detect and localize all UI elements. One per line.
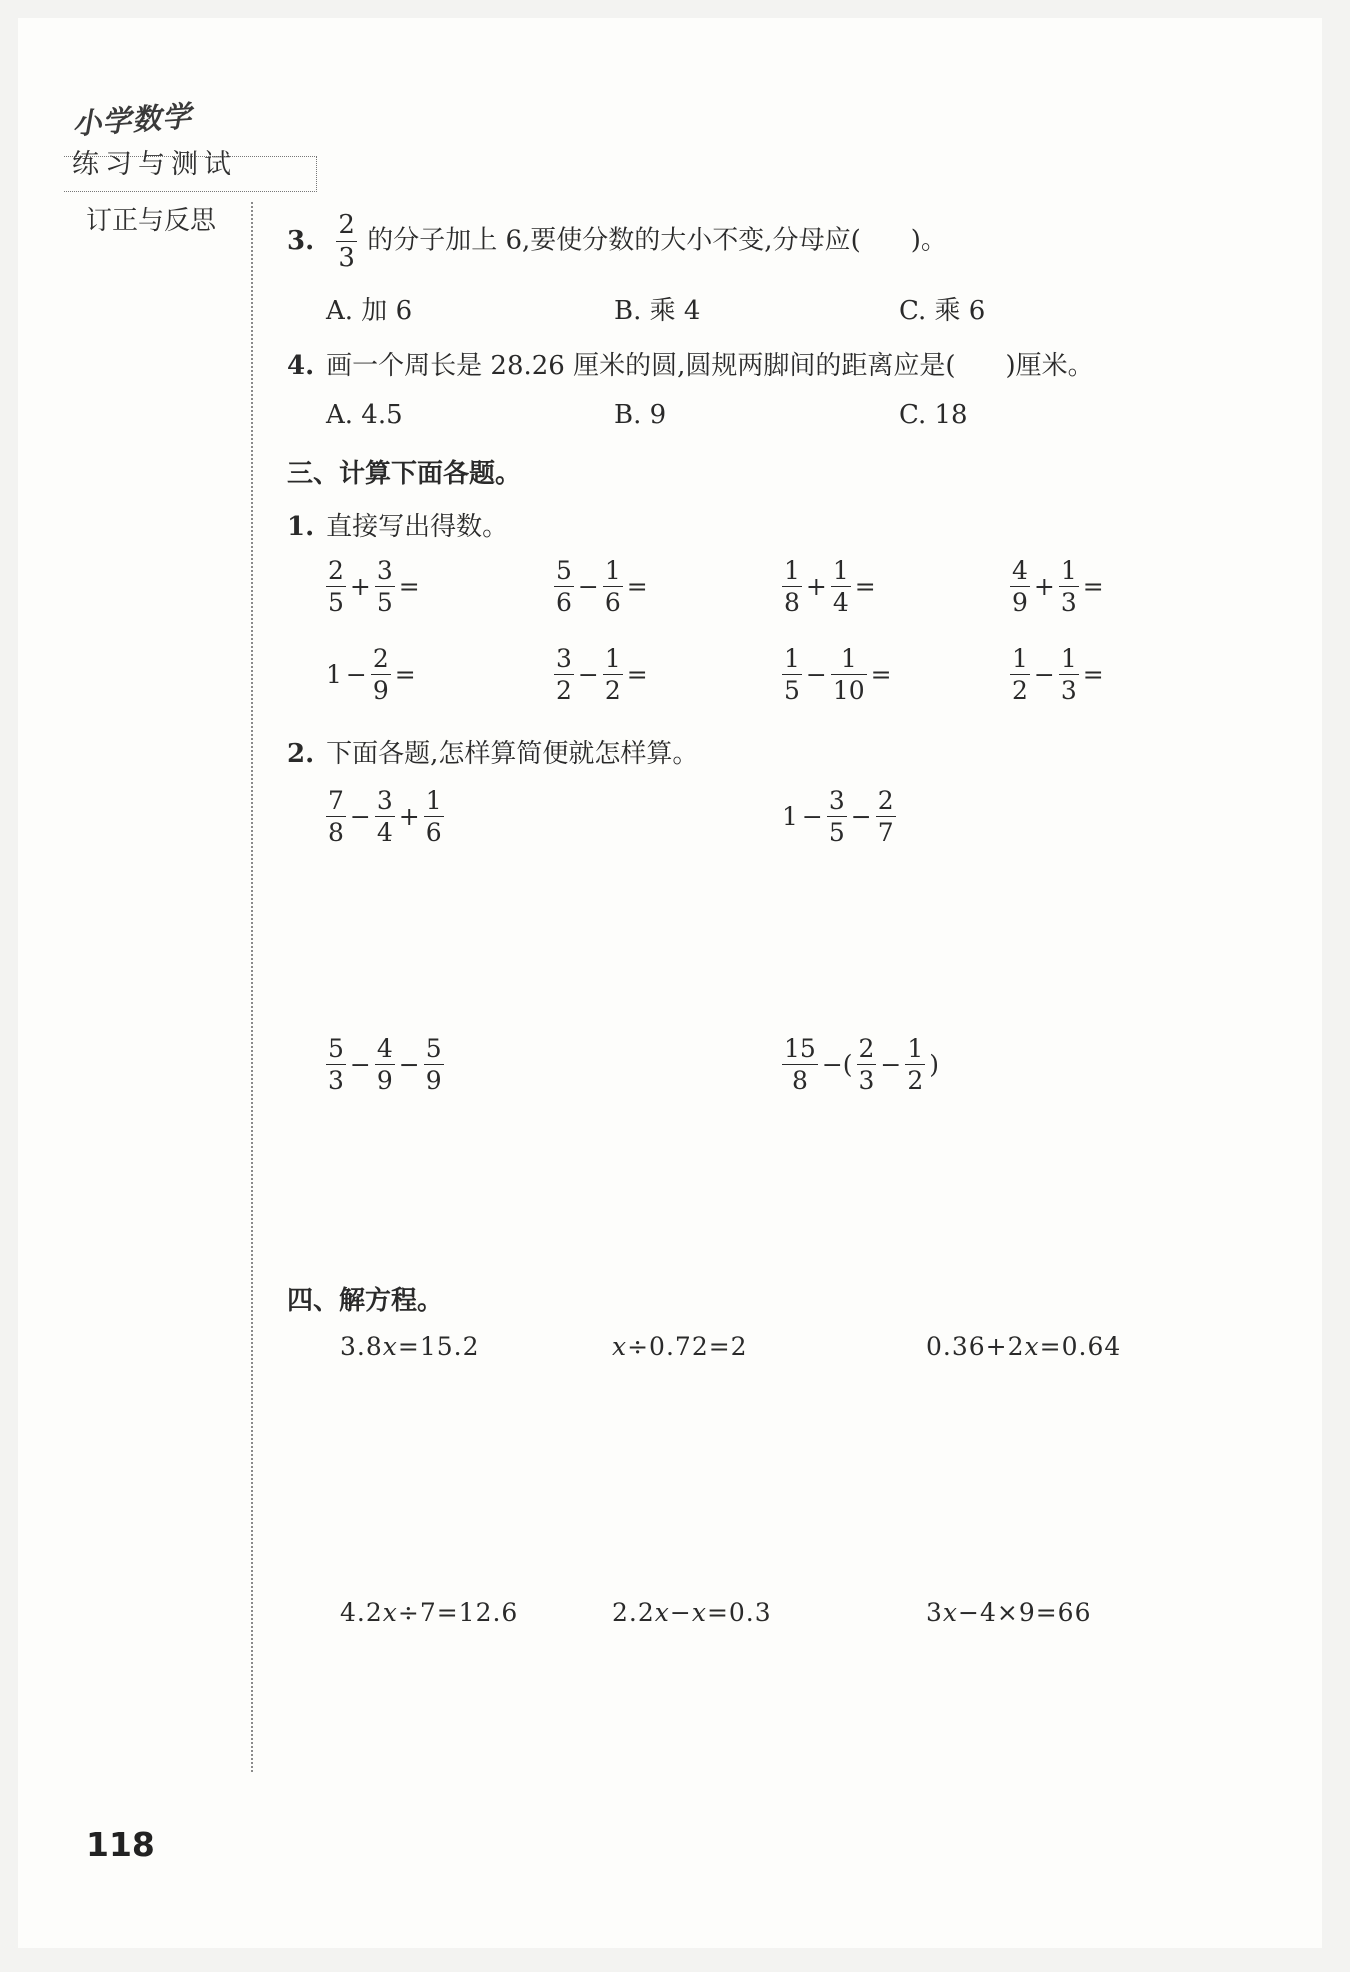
page-number: 118 <box>86 1825 155 1864</box>
question-text: 画一个周长是 28.26 厘米的圆,圆规两脚间的距离应是( <box>326 351 956 381</box>
question-text: 的分子加上 6,要使分数的大小不变,分母应( <box>367 225 861 256</box>
mental-calc-item: 1 − $\frac{2}{9}$ = <box>326 644 416 705</box>
question-number: 4. <box>287 351 315 381</box>
mental-calc-item: $\frac{1}{5}$ − $\frac{1}{10}$ = <box>784 644 892 705</box>
book-title: 练习与测试 <box>72 149 237 180</box>
equation: 3x−4×9=66 <box>926 1598 1092 1627</box>
option-b: B. 9 <box>614 400 667 430</box>
question-text: 直接写出得数。 <box>326 512 509 542</box>
question-number: 3. <box>287 225 315 256</box>
option-c: C. 18 <box>899 400 968 430</box>
question-4 <box>287 345 1094 382</box>
section-3-part-1 <box>287 506 508 543</box>
question-text-end: )。 <box>910 225 947 256</box>
series-title: 小学数学 <box>71 98 194 142</box>
question-number: 2. <box>287 739 315 769</box>
simplify-expression: $\frac{5}{3}$ − $\frac{4}{9}$ − $\frac{5}{9}$ <box>328 1034 442 1095</box>
question-text: 下面各题,怎样算简便就怎样算。 <box>326 739 699 769</box>
section-3-title: 三、计算下面各题。 <box>287 459 522 489</box>
mental-calc-item: $\frac{5}{6}$ − $\frac{1}{6}$ = <box>556 556 648 617</box>
simplify-expression: $\frac{15}{8}$ −( $\frac{2}{3}$ − $\frac{1}{2}$ ) <box>784 1034 940 1095</box>
equation: 3.8x=15.2 <box>340 1332 480 1361</box>
option-a: A. 4.5 <box>326 400 403 430</box>
question-text-end: )厘米。 <box>1005 351 1094 381</box>
equation: 4.2x÷7=12.6 <box>340 1598 519 1627</box>
mental-calc-item: $\frac{1}{8}$ + $\frac{1}{4}$ = <box>784 556 876 617</box>
option-c: C. 乘 6 <box>899 296 986 326</box>
fraction: $\frac{2}{3}$ <box>338 210 355 273</box>
question-3 <box>287 212 947 271</box>
option-b: B. 乘 4 <box>614 296 701 326</box>
mental-calc-item: $\frac{4}{9}$ + $\frac{1}{3}$ = <box>1012 556 1104 617</box>
margin-divider <box>251 202 253 1772</box>
section-3-part-2 <box>287 733 698 770</box>
simplify-expression: 1 − $\frac{3}{5}$ − $\frac{2}{7}$ <box>782 786 894 847</box>
equation: 2.2x−x=0.3 <box>612 1598 772 1627</box>
mental-calc-item: $\frac{2}{5}$ + $\frac{3}{5}$ = <box>328 556 420 617</box>
equation: x÷0.72=2 <box>612 1332 748 1361</box>
equation: 0.36+2x=0.64 <box>926 1332 1122 1361</box>
section-4-title: 四、解方程。 <box>287 1286 444 1316</box>
margin-label: 订正与反思 <box>86 206 217 236</box>
question-number: 1. <box>287 512 315 542</box>
mental-calc-item: $\frac{3}{2}$ − $\frac{1}{2}$ = <box>556 644 648 705</box>
mental-calc-item: $\frac{1}{2}$ − $\frac{1}{3}$ = <box>1012 644 1104 705</box>
option-a: A. 加 6 <box>326 296 413 326</box>
simplify-expression: $\frac{7}{8}$ − $\frac{3}{4}$ + $\frac{1}{6}$ <box>328 786 442 847</box>
